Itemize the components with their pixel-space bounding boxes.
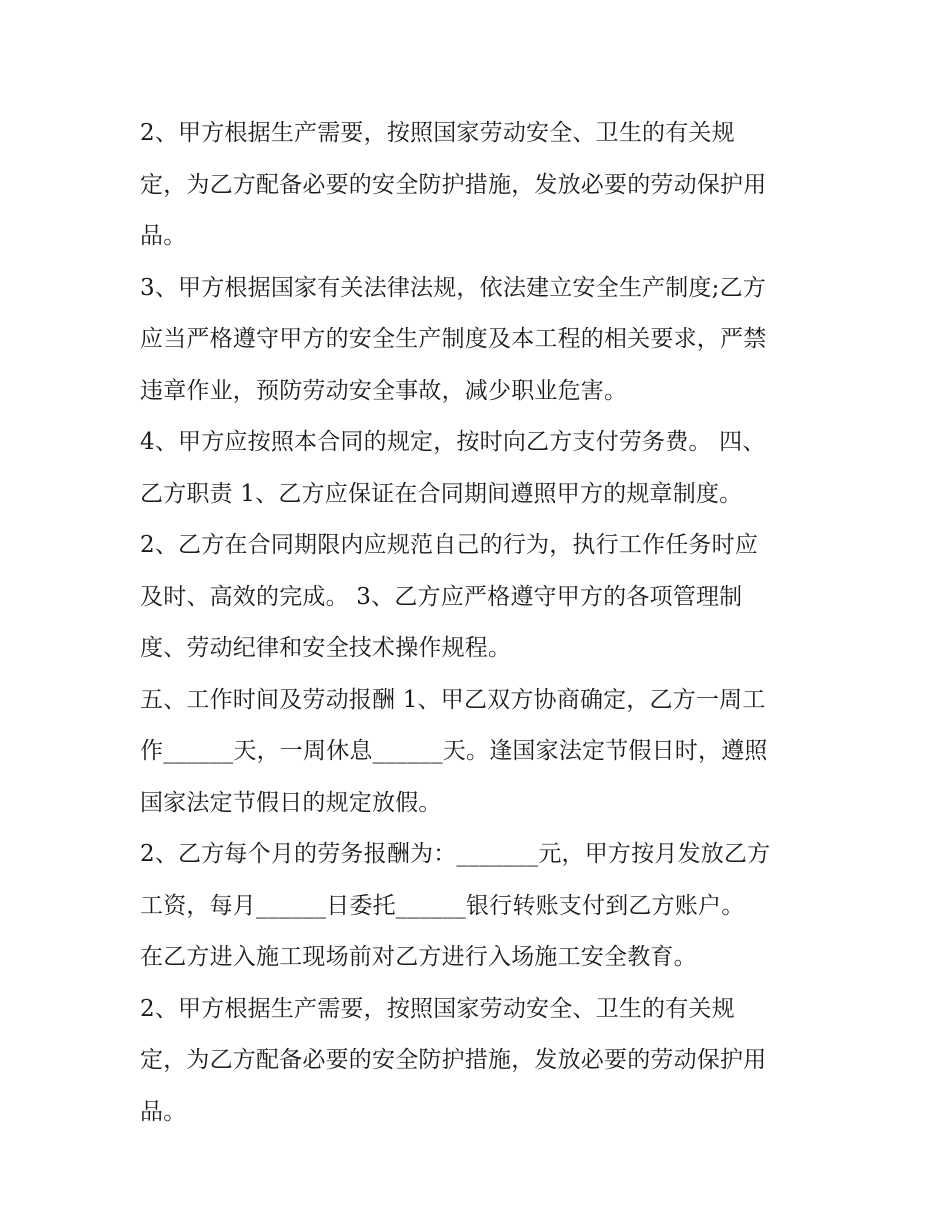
text-line: 应当严格遵守甲方的安全生产制度及本工程的相关要求，严禁 <box>140 326 767 352</box>
document-body <box>140 108 820 1138</box>
text-line: 在乙方进入施工现场前对乙方进行入场施工安全教育。 <box>140 944 697 970</box>
text-line: 4、甲方应按照本合同的规定，按时向乙方支付劳务费。 四、 <box>140 429 766 455</box>
text-line: 违章作业，预防劳动安全事故，减少职业危害。 <box>140 377 628 404</box>
text-line: 2、甲方根据生产需要，按照国家劳动安全、卫生的有关规 <box>140 995 735 1022</box>
text-line: 乙方职责 1、乙方应保证在合同期间遵照甲方的规章制度。 <box>140 480 743 507</box>
text-line: 作______天，一周休息______天。逢国家法定节假日时，遵照 <box>140 738 768 764</box>
text-line: 2、乙方每个月的劳务报酬为：_______元，甲方按月发放乙方 <box>140 841 771 867</box>
text-line: 3、甲方根据国家有关法律法规，依法建立安全生产制度;乙方 <box>140 274 766 301</box>
text-line: 2、甲方根据生产需要，按照国家劳动安全、卫生的有关规 <box>140 120 735 146</box>
text-line: 及时、高效的完成。 3、乙方应严格遵守甲方的各项管理制 <box>140 583 743 610</box>
text-line: 品。 <box>140 1098 187 1125</box>
text-line: 工资，每月______日委托______银行转账支付到乙方账户。 <box>140 892 745 919</box>
text-line: 定，为乙方配备必要的安全防护措施，发放必要的劳动保护用 <box>140 171 767 198</box>
text-line: 度、劳动纪律和安全技术操作规程。 <box>140 635 512 661</box>
text-line: 定，为乙方配备必要的安全防护措施，发放必要的劳动保护用 <box>140 1047 767 1073</box>
text-line: 五、工作时间及劳动报酬 1、甲乙双方协商确定，乙方一周工 <box>140 686 766 713</box>
text-line: 国家法定节假日的规定放假。 <box>140 789 442 816</box>
text-line: 2、乙方在合同期限内应规范自己的行为，执行工作任务时应 <box>140 532 759 558</box>
text-line: 品。 <box>140 223 187 249</box>
